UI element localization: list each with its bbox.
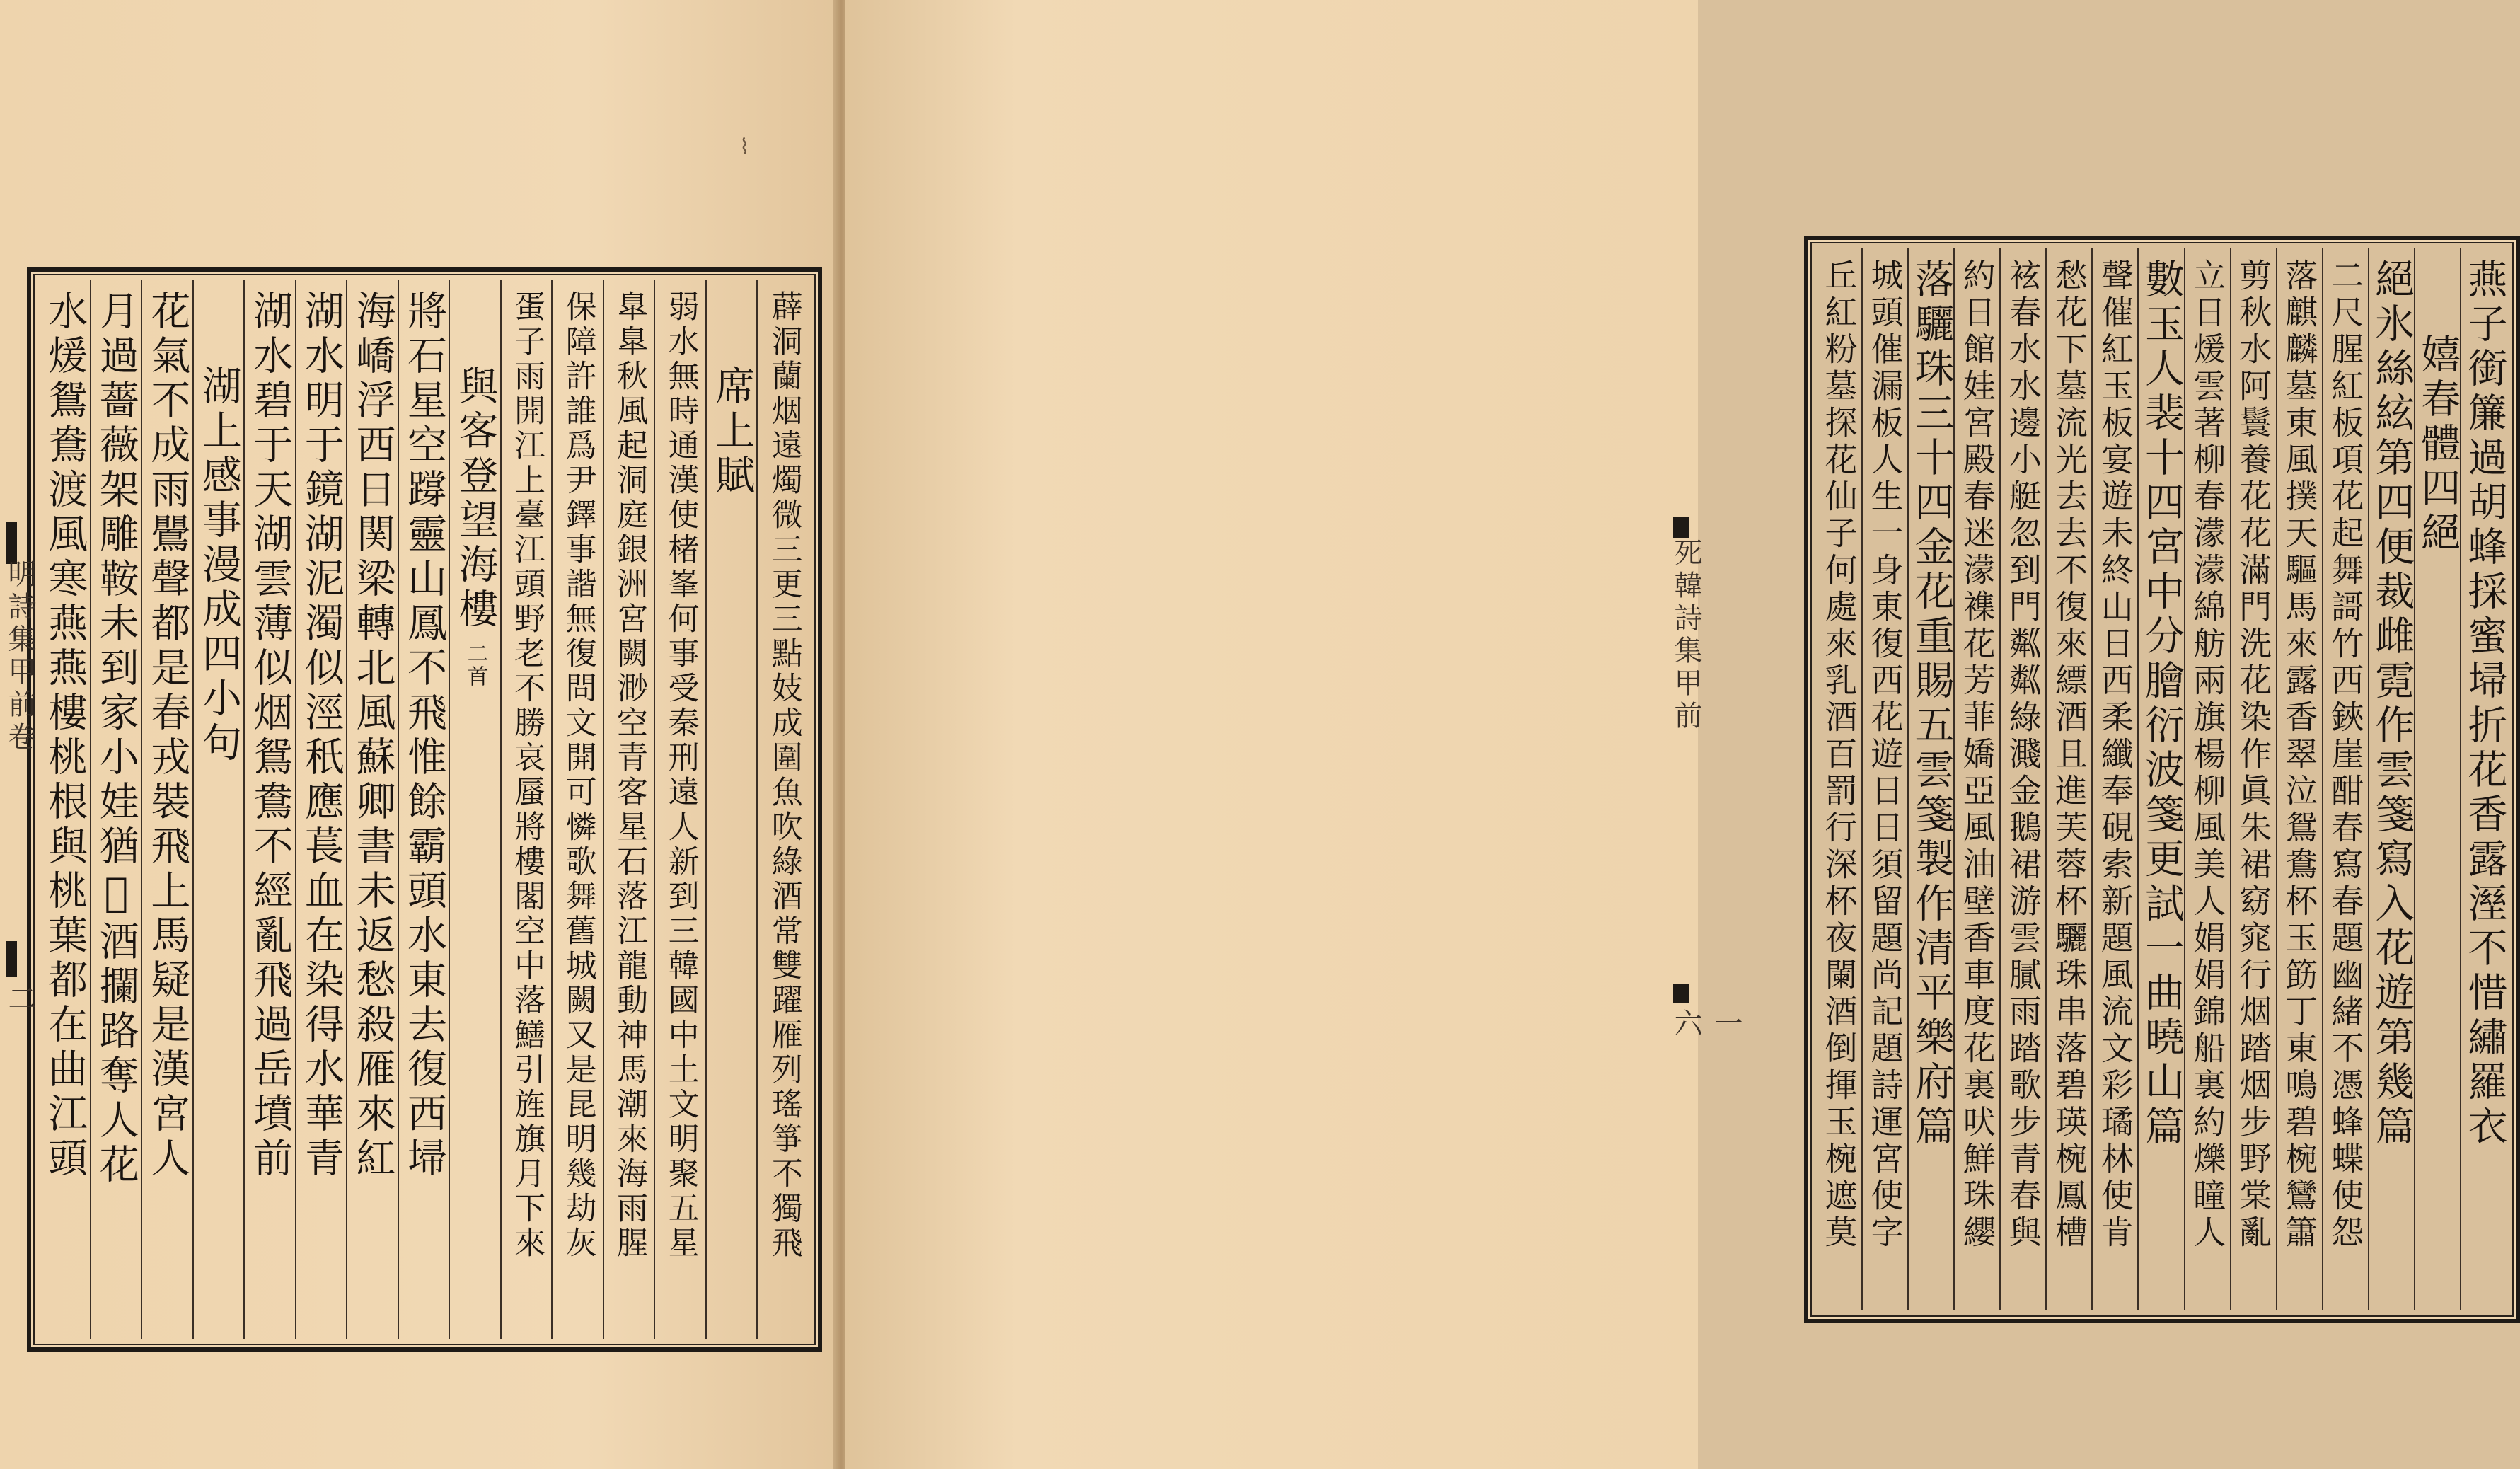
right-column-text: 絕氷絲絃第四便裁雌霓作雲箋寫入花遊第幾篇 bbox=[2369, 258, 2415, 1150]
page-stain-mark: ⌇ bbox=[739, 134, 750, 159]
right-column-4 bbox=[1955, 248, 2001, 1310]
left-column-9 bbox=[450, 280, 502, 1339]
right-column-text: 數玉人裴十四宮中分膾衍波箋更試一曲曉山篇 bbox=[2138, 258, 2185, 1150]
fold-fishtail-top bbox=[6, 522, 17, 564]
left-column-1 bbox=[40, 280, 91, 1339]
left-title-note: 二首 bbox=[463, 643, 488, 688]
left-column-8 bbox=[399, 280, 451, 1339]
left-column-13 bbox=[655, 280, 707, 1339]
left-column-text: 將石星空𨅝靈山鳳不飛惟餘霸頭水東去復西埽 bbox=[400, 290, 447, 1182]
left-column-text: 與客登望海樓 bbox=[452, 365, 499, 633]
right-column-8 bbox=[2139, 248, 2185, 1310]
right-poem-line bbox=[2185, 258, 2230, 1303]
left-poem-line bbox=[296, 290, 347, 1332]
right-column-text: 剪秋水阿鬟養花花滿門洗花染作眞朱裙窈窕行烟踏烟步野棠亂 bbox=[2234, 258, 2273, 1252]
right-column-3 bbox=[1909, 248, 1955, 1310]
left-fold-title: 明詩集甲前卷 bbox=[4, 559, 36, 754]
right-column-text: 嬉春體四絕 bbox=[2415, 333, 2461, 556]
left-poem-line bbox=[40, 290, 90, 1332]
right-folio-number: 一六 bbox=[1670, 1008, 1742, 1041]
right-poem-line bbox=[2093, 258, 2137, 1303]
left-poem-line bbox=[91, 290, 141, 1332]
left-column-text: 薜洞蘭烟遠燭微三更三點妓成圍魚吹綠酒常雙躍雁列瑤箏不獨飛 bbox=[765, 290, 802, 1261]
right-column-9 bbox=[2185, 248, 2231, 1310]
left-column-7 bbox=[347, 280, 399, 1339]
right-column-text: 落麒麟墓東風撲天驅馬來露香翠泣鴛鴦杯玉筯丁東鳴碧椀鸞簫 bbox=[2280, 258, 2319, 1252]
right-column-5 bbox=[2001, 248, 2047, 1310]
left-column-6 bbox=[296, 280, 348, 1339]
left-column-text: 湖水明于鏡湖泥濁似涇秖應萇血在染得水華青 bbox=[298, 290, 345, 1182]
left-page bbox=[0, 0, 836, 1469]
left-column-12 bbox=[604, 280, 656, 1339]
left-column-10 bbox=[502, 280, 553, 1339]
left-page-frame bbox=[27, 267, 822, 1352]
left-poem-title bbox=[450, 365, 500, 1332]
left-poem-line bbox=[245, 290, 295, 1332]
left-column-2 bbox=[91, 280, 143, 1339]
right-column-text: 丘紅粉墓探花仙子何處來乳酒百罰行深杯夜闌酒倒揮玉椀遮莫 bbox=[1820, 258, 1859, 1252]
right-column-2 bbox=[1863, 248, 1909, 1310]
left-poem-title bbox=[194, 365, 244, 1332]
fold-fishtail-bottom-right bbox=[1673, 984, 1689, 1003]
left-poem-title bbox=[707, 365, 757, 1332]
left-column-14 bbox=[707, 280, 758, 1339]
left-column-text: 湖水碧于天湖雲薄似烟鴛鴦不經亂飛過岳墳前 bbox=[247, 290, 294, 1182]
right-column-12 bbox=[2323, 248, 2369, 1310]
left-poem-line bbox=[553, 290, 603, 1332]
right-poem-line bbox=[2047, 258, 2091, 1303]
left-column-text: 蛋子雨開江上臺江頭野老不勝哀蜃將樓閣空中落鱔引旌旗月下來 bbox=[509, 290, 545, 1261]
right-page bbox=[845, 0, 2508, 1469]
right-poem-line bbox=[1817, 258, 1861, 1303]
left-poem-line bbox=[758, 290, 809, 1332]
right-column-7 bbox=[2093, 248, 2139, 1310]
left-poem-line bbox=[347, 290, 398, 1332]
left-column-4 bbox=[194, 280, 245, 1339]
left-column-text: 湖上感事漫成四小句 bbox=[195, 365, 242, 766]
left-column-text: 席上賦 bbox=[709, 365, 756, 499]
left-poem-line bbox=[399, 290, 449, 1332]
right-poem-line bbox=[1909, 258, 1953, 1303]
right-column-10 bbox=[2231, 248, 2277, 1310]
right-column-text: 愁花下墓流光去去不復來縹酒且進芙蓉杯驪珠串落碧瑛椀鳳槽 bbox=[2050, 258, 2088, 1252]
right-column-14 bbox=[2415, 248, 2461, 1310]
left-column-11 bbox=[553, 280, 604, 1339]
right-poem-line bbox=[1955, 258, 1999, 1303]
left-column-3 bbox=[142, 280, 194, 1339]
right-fold-title: 死韓詩集甲前 bbox=[1670, 538, 1702, 733]
right-poem-line bbox=[1863, 258, 1907, 1303]
left-poem-line bbox=[502, 290, 552, 1332]
fold-fishtail-bottom bbox=[6, 941, 17, 977]
right-column-13 bbox=[2369, 248, 2415, 1310]
left-column-text: 弱水無時通漢使楮峯何事受秦刑遠人新到三韓國中土文明聚五星 bbox=[662, 290, 699, 1261]
left-column-5 bbox=[245, 280, 296, 1339]
right-poem-line bbox=[2323, 258, 2368, 1303]
right-poem-title bbox=[2415, 333, 2460, 1303]
right-column-text: 二尺腥紅板項花起舞謌竹西鋏崖酣春寫春題幽緒不憑蜂蝶使怨 bbox=[2326, 258, 2365, 1252]
left-column-15 bbox=[758, 280, 809, 1339]
left-poem-line bbox=[142, 290, 192, 1332]
fold-fishtail-top-right bbox=[1673, 517, 1689, 538]
right-column-15 bbox=[2461, 248, 2507, 1310]
right-poem-line bbox=[2369, 258, 2414, 1303]
left-poem-line bbox=[655, 290, 705, 1332]
left-poem-line bbox=[604, 290, 654, 1332]
right-poem-line bbox=[2277, 258, 2322, 1303]
right-column-text: 約日館娃宮殿春迷濛襍花芳菲嬌亞風油壁香車度花裏吠鮮珠纓 bbox=[1958, 258, 1996, 1252]
right-column-1 bbox=[1817, 248, 1863, 1310]
right-column-11 bbox=[2277, 248, 2323, 1310]
right-column-text: 袨春水水邊小艇忽到門粼粼綠濺金鵝裙游雲膩雨踏歌步青春與 bbox=[2004, 258, 2042, 1252]
right-poem-line bbox=[2139, 258, 2183, 1303]
left-column-text: 保障許誰爲尹鐸事諧無復問文開可憐歌舞舊城闕又是昆明幾劫灰 bbox=[560, 290, 596, 1261]
left-column-text: 臯臯秋風起洞庭銀洲宮闕渺空青客星石落江龍動神馬潮來海雨腥 bbox=[611, 290, 648, 1261]
left-column-text: 海嶠浮西日関梁轉北風蘇卿書未返愁殺雁來紅 bbox=[349, 290, 396, 1182]
left-column-text: 水煖鴛鴦渡風寒燕燕樓桃根與桃葉都在曲江頭 bbox=[42, 290, 88, 1182]
right-column-6 bbox=[2047, 248, 2093, 1310]
left-folio-number: 二 bbox=[4, 984, 36, 1016]
left-column-text: 月過薔薇架雕鞍未到家小娃猶𣢹酒攔路奪人花 bbox=[93, 290, 139, 1188]
right-column-text: 聲催紅玉板宴遊未終山日西柔纖奉硯索新題風流文彩璚林使肯 bbox=[2096, 258, 2134, 1252]
right-column-text: 城頭催漏板人生一身東復西花遊日日須留題尚記題詩運宮使字 bbox=[1866, 258, 1905, 1252]
right-column-text: 立日煖雲著柳春濛濛綿舫兩旗楊柳風美人娟娟錦船裏約爍瞳人 bbox=[2188, 258, 2227, 1252]
right-poem-line bbox=[2231, 258, 2276, 1303]
right-column-text: 落驪珠三十四金花重賜五雲箋製作清平樂府篇 bbox=[1908, 258, 1955, 1150]
right-poem-line bbox=[2461, 258, 2507, 1303]
right-column-text: 燕子銜簾過胡蜂採蜜埽折花香露溼不惜繡羅衣 bbox=[2461, 258, 2508, 1150]
left-column-text: 花氣不成雨鷪聲都是春戎裝飛上馬疑是漢宮人 bbox=[144, 290, 191, 1182]
right-page-frame bbox=[1804, 236, 2520, 1323]
right-poem-line bbox=[2001, 258, 2045, 1303]
